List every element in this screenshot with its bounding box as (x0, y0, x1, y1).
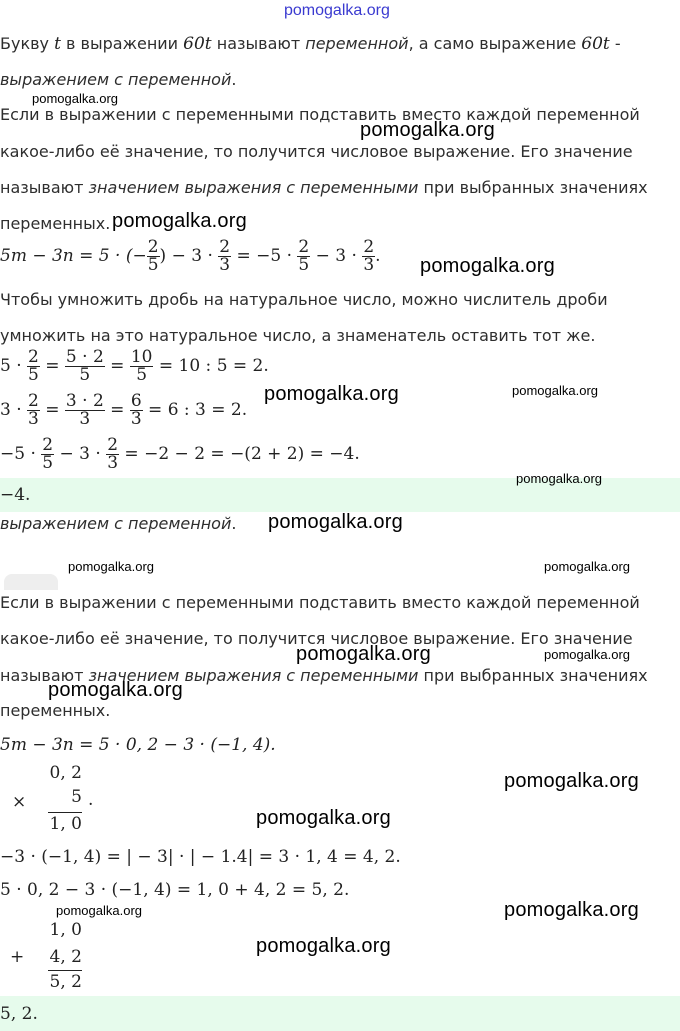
paragraph-2-line-4: переменных. (0, 214, 111, 233)
watermark: pomogalka.org (512, 383, 598, 398)
watermark: pomogalka.org (68, 559, 154, 574)
watermark: pomogalka.org (296, 643, 431, 665)
mult-sign: × (12, 792, 27, 812)
calc-row-3: −5 · $\frac{2}{5}$ − 3 · $\frac{2}{3}$ = −2 − 2 = −(2 + 2) = −4. (0, 435, 360, 473)
calc-row-2: 3 · $\frac{2}{3}$ = $\frac{3 \cdot 2}{3}$ = $\frac{6}{3}$ = 6 : 3 = 2. (0, 391, 248, 429)
paragraph-2-line-2: какое-либо её значение, то получится числовое выражение. Его значение (0, 142, 633, 161)
watermark: pomogalka.org (112, 210, 247, 232)
mult-rule (48, 812, 82, 813)
rule-line-1: Чтобы умножить дробь на натуральное число, можно числитель дроби (0, 290, 608, 309)
equation-abs-product: −3 · (−1, 4) = | − 3| · | − 1.4| = 3 · 1, 4 = 4, 2. (0, 847, 401, 867)
watermark: pomogalka.org (544, 647, 630, 662)
equation-substitution: 5m − 3n = 5 · (− $\frac{2}{5}$ ) − 3 · $\frac{2}{3}$ = −5 · $\frac{2}{5}$ − 3 · $\frac{2}{3}$ . (0, 237, 381, 275)
watermark-top: pomogalka.org (284, 2, 390, 19)
answer-1: −4. (0, 485, 31, 505)
add-bottom: 4, 2 (49, 947, 82, 967)
watermark: pomogalka.org (420, 255, 555, 277)
paragraph-3-line-2: какое-либо её значение, то получится числовое выражение. Его значение (0, 629, 633, 648)
mult-dot: . (88, 790, 94, 810)
answer-2: 5, 2. (0, 1004, 38, 1024)
watermark: pomogalka.org (48, 679, 183, 701)
add-top: 1, 0 (49, 920, 82, 940)
watermark: pomogalka.org (256, 935, 391, 957)
section-2-heading: выражением с переменной. (0, 514, 237, 533)
mult-bottom: 5 (71, 787, 82, 807)
watermark: pomogalka.org (360, 119, 495, 141)
watermark: pomogalka.org (256, 807, 391, 829)
paragraph-3-line-3: называют значением выражения с переменными при выбранных значениях (0, 666, 648, 685)
definition-line-2: выражением с переменной. (0, 70, 237, 89)
calc-row-1: 5 · $\frac{2}{5}$ = $\frac{5 \cdot 2}{5}$ = $\frac{10}{5}$ = 10 : 5 = 2. (0, 347, 269, 385)
rule-line-2: умножить на это натуральное число, а знаменатель оставить тот же. (0, 326, 596, 345)
definition-line-1: Букву t в выражении 60t называют переменной, а само выражение 60t - (0, 34, 621, 54)
watermark: pomogalka.org (32, 91, 118, 106)
watermark: pomogalka.org (268, 511, 403, 533)
watermark: pomogalka.org (544, 559, 630, 574)
add-result: 5, 2 (49, 972, 82, 992)
paragraph-2-line-1: Если в выражении с переменными подставить вместо каждой переменной (0, 105, 640, 124)
watermark: pomogalka.org (264, 383, 399, 405)
add-sign: + (10, 947, 25, 967)
watermark: pomogalka.org (516, 471, 602, 486)
add-rule (48, 970, 82, 971)
paragraph-3-line-1: Если в выражении с переменными подставить вместо каждой переменной (0, 593, 640, 612)
paragraph-3-line-4: переменных. (0, 701, 111, 720)
equation-substitution-2: 5m − 3n = 5 · 0, 2 − 3 · (−1, 4). (0, 735, 276, 755)
watermark: pomogalka.org (504, 770, 639, 792)
watermark: pomogalka.org (504, 899, 639, 921)
paragraph-2-line-3: называют значением выражения с переменными при выбранных значениях (0, 178, 648, 197)
answer-band-2 (0, 996, 680, 1031)
equation-final-sum: 5 · 0, 2 − 3 · (−1, 4) = 1, 0 + 4, 2 = 5, 2. (0, 880, 350, 900)
section-divider-tab (4, 574, 58, 590)
mult-top: 0, 2 (49, 763, 82, 783)
mult-result: 1, 0 (49, 814, 82, 834)
watermark: pomogalka.org (56, 903, 142, 918)
